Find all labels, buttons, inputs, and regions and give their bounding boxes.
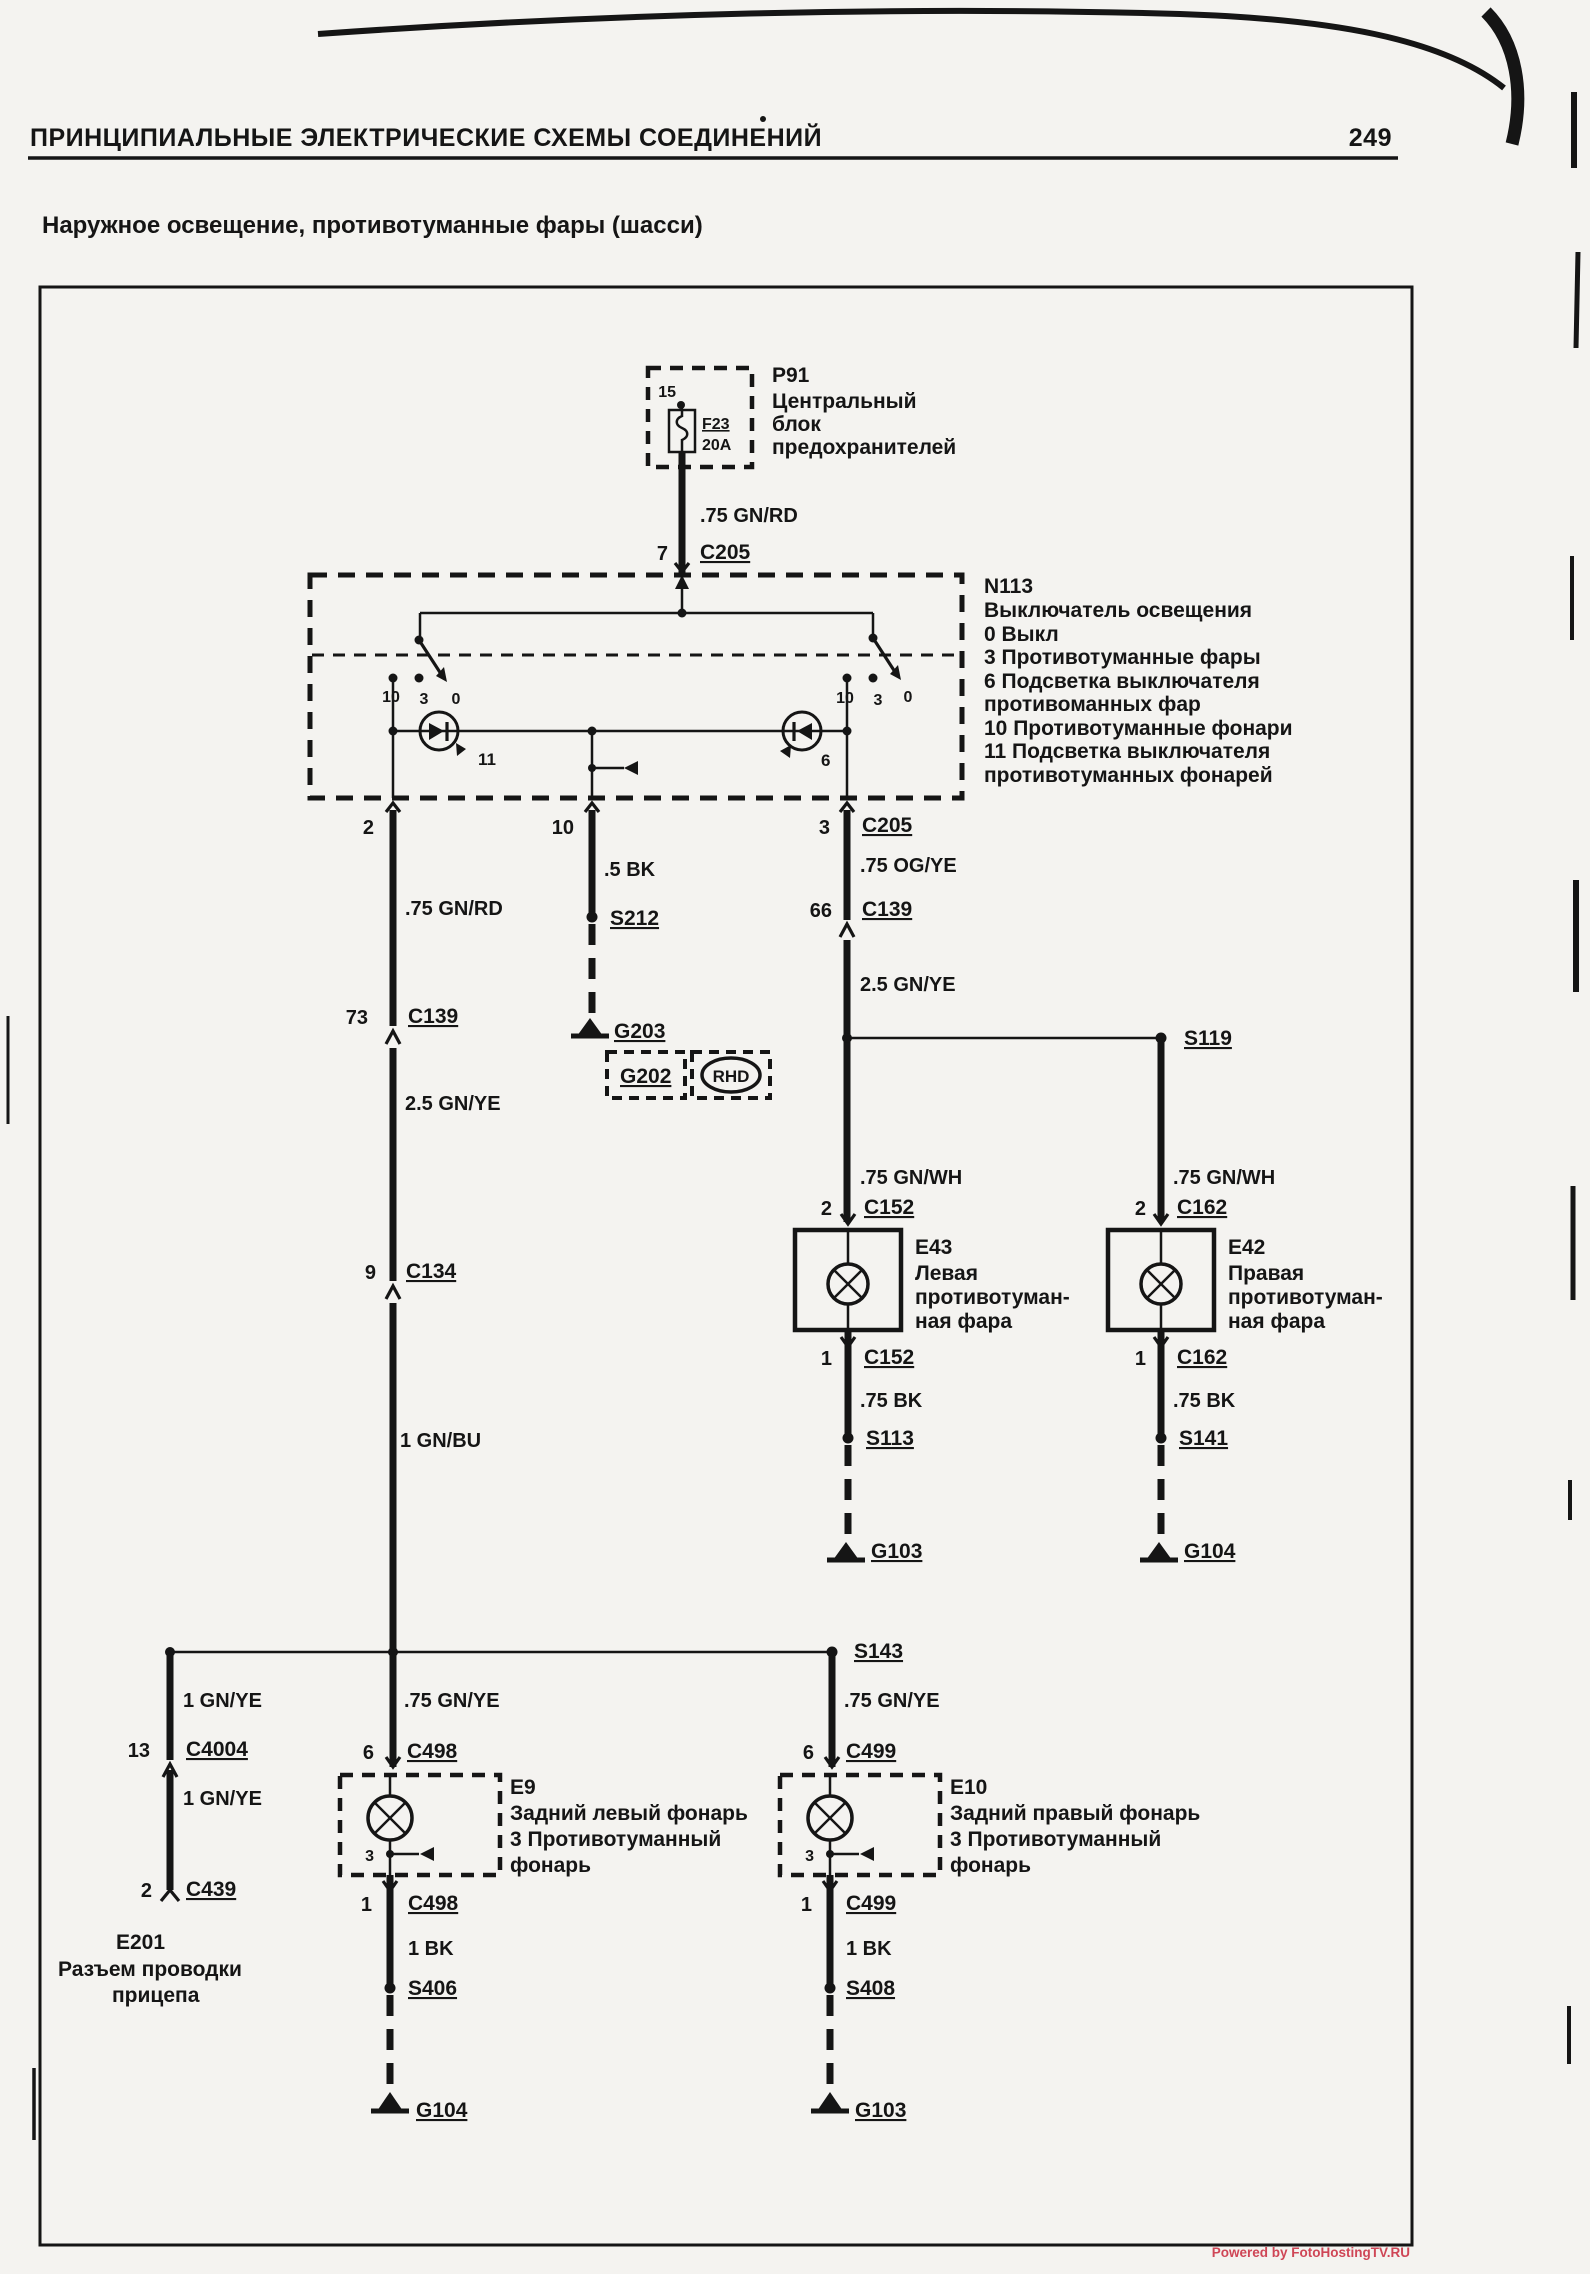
splice-dot: [587, 912, 598, 923]
connector-pin: 6: [802, 1742, 814, 1764]
switch-terminal-dot: [869, 674, 878, 683]
e43-desc-line: Левая: [915, 1262, 978, 1285]
connector-pin: 66: [809, 900, 832, 922]
wire-feed-p91-n113: [657, 452, 798, 574]
wire-label: 1 GN/BU: [400, 1430, 482, 1452]
connector-end-icon: [161, 1890, 170, 1901]
e9-ref: E9: [510, 1776, 536, 1799]
component-p91-fusebox: [648, 364, 956, 467]
ground-icon: [817, 2092, 843, 2111]
n113-desc-line: 3 Противотуманные фары: [984, 646, 1261, 669]
connector-pin: 1: [1134, 1348, 1146, 1370]
pointer-arrow-icon: [456, 743, 466, 756]
e10-ref: E10: [950, 1776, 988, 1799]
connector-pin: 1: [360, 1894, 372, 1916]
wire-label: .75 OG/YE: [860, 855, 957, 877]
continuation-arrow-icon: [860, 1847, 874, 1861]
connector-pin: 1: [820, 1348, 832, 1370]
continuation-arrow-icon: [624, 761, 638, 775]
scan-streak: [318, 11, 1504, 88]
branch-left: [346, 810, 503, 1767]
connector-name: C439: [186, 1878, 237, 1901]
n113-desc-line: 11 Подсветка выключателя: [984, 740, 1271, 763]
connector-name: C499: [846, 1892, 897, 1915]
connector-pin: 9: [364, 1262, 376, 1284]
splice-dot: [843, 1433, 854, 1444]
connector-pin: 73: [345, 1007, 368, 1029]
page-number: 249: [1348, 124, 1392, 152]
e201-desc-line: Разъем проводки: [58, 1958, 242, 1981]
connector-name: C152: [864, 1346, 915, 1369]
ground-name: G104: [1184, 1540, 1236, 1563]
connector-pin: 1: [800, 1894, 812, 1916]
ground-icon: [377, 2092, 403, 2111]
continuation-arrow-icon: [420, 1847, 434, 1861]
connector-pin: 13: [127, 1740, 150, 1762]
p91-desc-line: предохранителей: [772, 436, 957, 459]
ground-name: G203: [614, 1020, 666, 1043]
junction-dot: [389, 727, 398, 736]
lamp-diode-icon: [797, 723, 812, 740]
connector-name: C205: [700, 541, 751, 564]
e42-desc-line: ная фара: [1228, 1310, 1326, 1333]
n113-desc-line: Выключатель освещения: [984, 599, 1253, 622]
n113-ref: N113: [984, 575, 1034, 598]
connector-pin: 6: [362, 1742, 374, 1764]
splice-name: S408: [846, 1977, 896, 2000]
splice-name: S119: [1184, 1027, 1232, 1050]
junction-dot: [588, 727, 597, 736]
connector-name: C162: [1177, 1346, 1228, 1369]
connector-name: C498: [408, 1892, 459, 1915]
splice-name: S406: [408, 1977, 458, 2000]
splice-dot: [385, 1983, 396, 1994]
e10-desc-line: фонарь: [950, 1854, 1032, 1877]
ground-name: G104: [416, 2099, 468, 2122]
connector-name: C162: [1177, 1196, 1228, 1219]
p91-desc-line: блок: [772, 413, 821, 436]
component-e10-rear-right-lamp: [780, 1640, 1200, 2122]
ground-name: G103: [871, 1540, 923, 1563]
diagram-frame: [40, 287, 1412, 2245]
lamp-diode-icon: [429, 723, 444, 740]
e201-desc-line: прицепа: [112, 1984, 200, 2007]
switch-pos: 10: [382, 689, 400, 706]
n113-desc-line: противоманных фар: [984, 693, 1201, 716]
wire-label: .75 GN/YE: [404, 1690, 500, 1712]
e10-desc-line: 3 Противотуманный: [950, 1828, 1162, 1851]
junction-dot: [678, 609, 687, 618]
n113-desc-line: противотуманных фонарей: [984, 764, 1273, 787]
scan-artifacts: [8, 11, 1578, 2140]
switch-terminal-dot: [415, 674, 424, 683]
connector-name: C152: [864, 1196, 915, 1219]
e42-desc-line: Правая: [1228, 1262, 1305, 1285]
connector-name: C139: [408, 1005, 459, 1028]
e9-desc-line: фонарь: [510, 1854, 592, 1877]
component-e42-right-foglamp: [1108, 1038, 1383, 1563]
ground-name: G103: [855, 2099, 907, 2122]
lamp-pin: 3: [365, 1848, 374, 1865]
branch-right: [810, 810, 1232, 1222]
e43-desc-line: ная фара: [915, 1310, 1013, 1333]
fuse-rating: 20A: [702, 437, 732, 454]
wire-label: .75 BK: [1173, 1390, 1236, 1412]
wire-label: .75 GN/WH: [860, 1167, 963, 1189]
connector-name: C4004: [186, 1738, 248, 1761]
splice-name: S143: [854, 1640, 904, 1663]
diagram-title: Наружное освещение, противотуманные фары (шасси): [42, 212, 703, 239]
ground-icon: [1146, 1542, 1172, 1560]
connector-name: C205: [862, 814, 913, 837]
wire-label: 1 GN/YE: [183, 1690, 262, 1712]
component-e201-trailer: [58, 1652, 262, 2007]
e10-box: [780, 1775, 940, 1875]
splice-name: S113: [866, 1427, 914, 1450]
e201-ref: E201: [116, 1931, 166, 1954]
n113-desc-line: 6 Подсветка выключателя: [984, 670, 1260, 693]
e43-desc-line: противотуман-: [915, 1286, 1070, 1309]
ground-icon: [833, 1542, 859, 1560]
wire-label: .75 GN/WH: [1173, 1167, 1276, 1189]
wire-label: .5 BK: [604, 859, 656, 881]
rhd-label: RHD: [712, 1067, 750, 1086]
page-title: ПРИНЦИПИАЛЬНЫЕ ЭЛЕКТРИЧЕСКИЕ СХЕМЫ СОЕДИНЕНИЙ: [30, 124, 823, 152]
lamp-pin: 11: [478, 750, 496, 769]
wire-label: 1 BK: [846, 1938, 892, 1960]
component-n113-switch: [310, 575, 1293, 839]
lamp-pin: 3: [805, 1848, 814, 1865]
component-e43-left-foglamp: [795, 1167, 1070, 1563]
e42-desc-line: противотуман-: [1228, 1286, 1383, 1309]
p91-box: [648, 368, 752, 467]
connector-pin: 7: [656, 543, 668, 565]
page-header: [28, 122, 1398, 239]
switch-pos: 3: [873, 692, 883, 709]
connector-pin: 3: [818, 817, 830, 839]
n113-desc-line: 0 Выкл: [984, 623, 1059, 646]
pointer-arrow-icon: [780, 745, 791, 758]
connector-name: C139: [862, 898, 913, 921]
connector-pin: 2: [820, 1198, 832, 1220]
branch-middle-ground: [571, 810, 770, 1098]
e42-ref: E42: [1228, 1236, 1266, 1259]
connector-pin: 2: [1134, 1198, 1146, 1220]
fuse-element-icon: [677, 410, 688, 452]
watermark: Powered by FotoHostingTV.RU: [1211, 2245, 1410, 2260]
connector-name: C498: [407, 1740, 458, 1763]
wire-label: 2.5 GN/YE: [860, 974, 956, 996]
connector-end-icon: [170, 1890, 179, 1901]
e9-desc-line: Задний левый фонарь: [510, 1802, 748, 1825]
connector-pin: 2: [362, 817, 374, 839]
component-e9-rear-left-lamp: [340, 1775, 748, 2122]
junction-dot: [843, 727, 852, 736]
e9-desc-line: 3 Противотуманный: [510, 1828, 722, 1851]
switch-arm: [419, 640, 443, 677]
lamp-pin: 6: [821, 751, 831, 770]
n113-desc-line: 10 Противотуманные фонари: [984, 717, 1293, 740]
wire-label: .75 GN/YE: [844, 1690, 940, 1712]
splice-name: S212: [610, 907, 660, 930]
connector-name: C134: [406, 1260, 457, 1283]
switch-arm: [873, 638, 897, 675]
ground-name: G202: [620, 1065, 672, 1088]
p91-pin-15: 15: [658, 384, 676, 401]
wire-label: .75 BK: [860, 1390, 923, 1412]
ground-icon: [577, 1018, 603, 1036]
connector-pin: 2: [140, 1880, 152, 1902]
wire-label: .75 GN/RD: [700, 505, 798, 527]
switch-pos: 3: [419, 691, 429, 708]
wire-label: 1 BK: [408, 1938, 454, 1960]
wire-label: 2.5 GN/YE: [405, 1093, 501, 1115]
p91-desc-line: Центральный: [772, 390, 917, 413]
switch-pos: 10: [836, 690, 854, 707]
switch-pos: 0: [451, 691, 461, 708]
rear-feed-rail: [165, 1647, 832, 1657]
scan-mark: [1576, 252, 1578, 348]
e10-desc-line: Задний правый фонарь: [950, 1802, 1201, 1825]
fuse-id: F23: [702, 416, 730, 433]
p91-ref: P91: [772, 364, 810, 387]
switch-pos: 0: [903, 689, 913, 706]
wire-label: 1 GN/YE: [183, 1788, 262, 1810]
e9-box: [340, 1775, 500, 1875]
connector-name: C499: [846, 1740, 897, 1763]
scan-speck: [760, 116, 766, 122]
wire-label: .75 GN/RD: [405, 898, 503, 920]
e43-ref: E43: [915, 1236, 953, 1259]
splice-name: S141: [1179, 1427, 1229, 1450]
connector-pin: 10: [551, 817, 574, 839]
splice-dot: [825, 1983, 836, 1994]
splice-dot: [1156, 1433, 1167, 1444]
